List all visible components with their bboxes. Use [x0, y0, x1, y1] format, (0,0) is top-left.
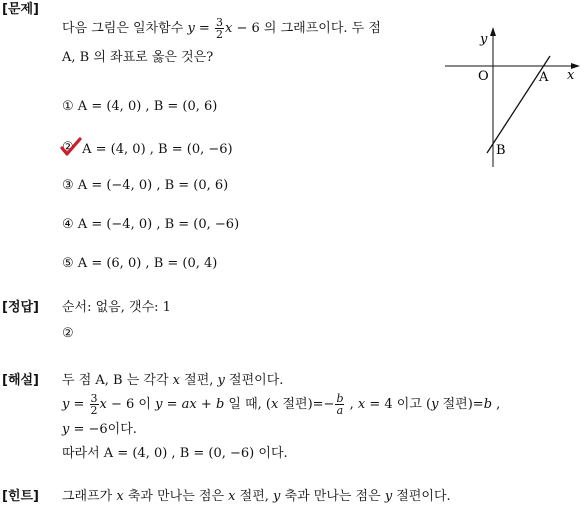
eq-x: x	[224, 21, 233, 36]
problem-label: [문제]	[2, 2, 39, 17]
expl-l2-comma: ,	[345, 397, 358, 412]
answer-line-1: 순서: 없음, 갯수: 1	[62, 300, 171, 315]
hint-m3: 축과 만나는 점은	[280, 489, 385, 504]
expl-l2-eq: =	[69, 397, 89, 412]
y-axis-label: y	[480, 32, 488, 47]
explanation-label: [해설]	[2, 373, 39, 388]
option-4-marker: ④	[62, 217, 74, 232]
problem-text-pre: 다음 그림은 일차함수	[62, 21, 184, 36]
hint-m2: 절편,	[235, 489, 274, 504]
hint-y1: y	[273, 489, 281, 504]
expl-l2-rest: − 6 이	[106, 397, 156, 412]
option-2-text: A = (4, 0) , B = (0, −6)	[82, 142, 233, 157]
expl-l2-y2: y	[155, 397, 163, 412]
point-b-label: B	[496, 143, 506, 158]
expl-l2-b: b	[215, 397, 225, 412]
expl-l1-pre: 두 점 A, B 는 각각	[62, 373, 173, 388]
problem-line-1	[62, 16, 381, 42]
expl-l2-x4: x	[357, 397, 366, 412]
hint-m1: 축과 만나는 점은	[123, 489, 229, 504]
expl-l2-ax: ax	[181, 397, 197, 412]
origin-label: O	[478, 69, 489, 84]
problem-line-2: A, B 의 좌표로 옳은 것은?	[62, 50, 214, 65]
x-axis-label: x	[567, 68, 575, 83]
hint-text	[62, 489, 451, 505]
point-a-label: A	[539, 70, 549, 85]
expl-l2-yint: 절편)=	[438, 397, 484, 412]
option-2-marker-wrap	[62, 140, 78, 156]
explanation-line-3	[62, 422, 137, 438]
explanation-line-4: 따라서 A = (4, 0) , B = (0, −6) 이다.	[62, 446, 288, 461]
hint-pre: 그래프가	[62, 489, 117, 504]
expl-l2-frac-den: 2	[90, 404, 98, 417]
hint-post: 절편이다.	[392, 489, 451, 504]
function-graph	[440, 22, 585, 172]
option-3-marker: ③	[62, 178, 74, 193]
expl-l1-y: y	[217, 373, 225, 388]
eq-rest: − 6	[232, 21, 260, 36]
expl-l3-y: y	[62, 422, 70, 437]
explanation-line-1	[62, 373, 283, 389]
option-5-marker: ⑤	[62, 256, 74, 271]
option-4[interactable]	[62, 217, 239, 233]
expl-l2-eq2: =	[162, 397, 182, 412]
expl-l2-yi: y	[431, 397, 439, 412]
expl-l3-rest: = −6이다.	[69, 422, 137, 437]
option-1-marker: ①	[62, 99, 74, 114]
expl-l2-when: 일 때, (	[224, 397, 271, 412]
expl-l1-x: x	[172, 373, 181, 388]
option-5[interactable]	[62, 256, 217, 272]
expl-l2-frac	[90, 393, 99, 416]
hint-x2: x	[228, 489, 236, 504]
hint-x1: x	[116, 489, 124, 504]
expl-l2-frac-num: 3	[90, 392, 98, 405]
expl-l2-ba-frac	[335, 393, 344, 416]
expl-l1-post: 절편이다.	[224, 373, 284, 388]
option-5-text: A = (6, 0) , B = (0, 4)	[77, 256, 218, 271]
eq-frac-num: 3	[215, 16, 223, 29]
check-mark-icon	[60, 137, 82, 157]
expl-l2-is4: = 4 이고 (	[365, 397, 432, 412]
option-3[interactable]	[62, 178, 228, 194]
option-2[interactable]	[62, 140, 233, 158]
expl-l2-ba-num: b	[336, 392, 344, 405]
eq-y: y	[187, 21, 195, 36]
expl-l2-xi: x	[270, 397, 279, 412]
answer-line-2: ②	[62, 326, 74, 341]
problem-text-post: 의 그래프이다. 두 점	[263, 21, 381, 36]
option-2-marker: ②	[62, 140, 74, 155]
option-1[interactable]	[62, 99, 217, 115]
eq-equals: =	[194, 21, 214, 36]
expl-l2-xint: 절편)=−	[278, 397, 335, 412]
hint-label: [힌트]	[2, 489, 39, 504]
hint-y2: y	[384, 489, 393, 504]
expl-l2-end: ,	[492, 397, 501, 412]
eq-frac-den: 2	[215, 28, 223, 41]
expl-l2-plus: +	[196, 397, 216, 412]
option-4-text: A = (−4, 0) , B = (0, −6)	[77, 217, 240, 232]
y-axis-arrow-icon	[490, 27, 496, 36]
expl-l2-bb: b	[483, 397, 493, 412]
option-3-text: A = (−4, 0) , B = (0, 6)	[77, 178, 229, 193]
expl-l2-ba-den: a	[336, 404, 344, 417]
explanation-line-2	[62, 392, 500, 418]
expl-l1-mid: 절편,	[180, 373, 218, 388]
answer-label: [정답]	[2, 300, 39, 315]
expl-l2-y: y	[62, 397, 70, 412]
eq-fraction	[215, 17, 224, 40]
expl-l2-x: x	[99, 397, 107, 412]
option-1-text: A = (4, 0) , B = (0, 6)	[77, 99, 218, 114]
